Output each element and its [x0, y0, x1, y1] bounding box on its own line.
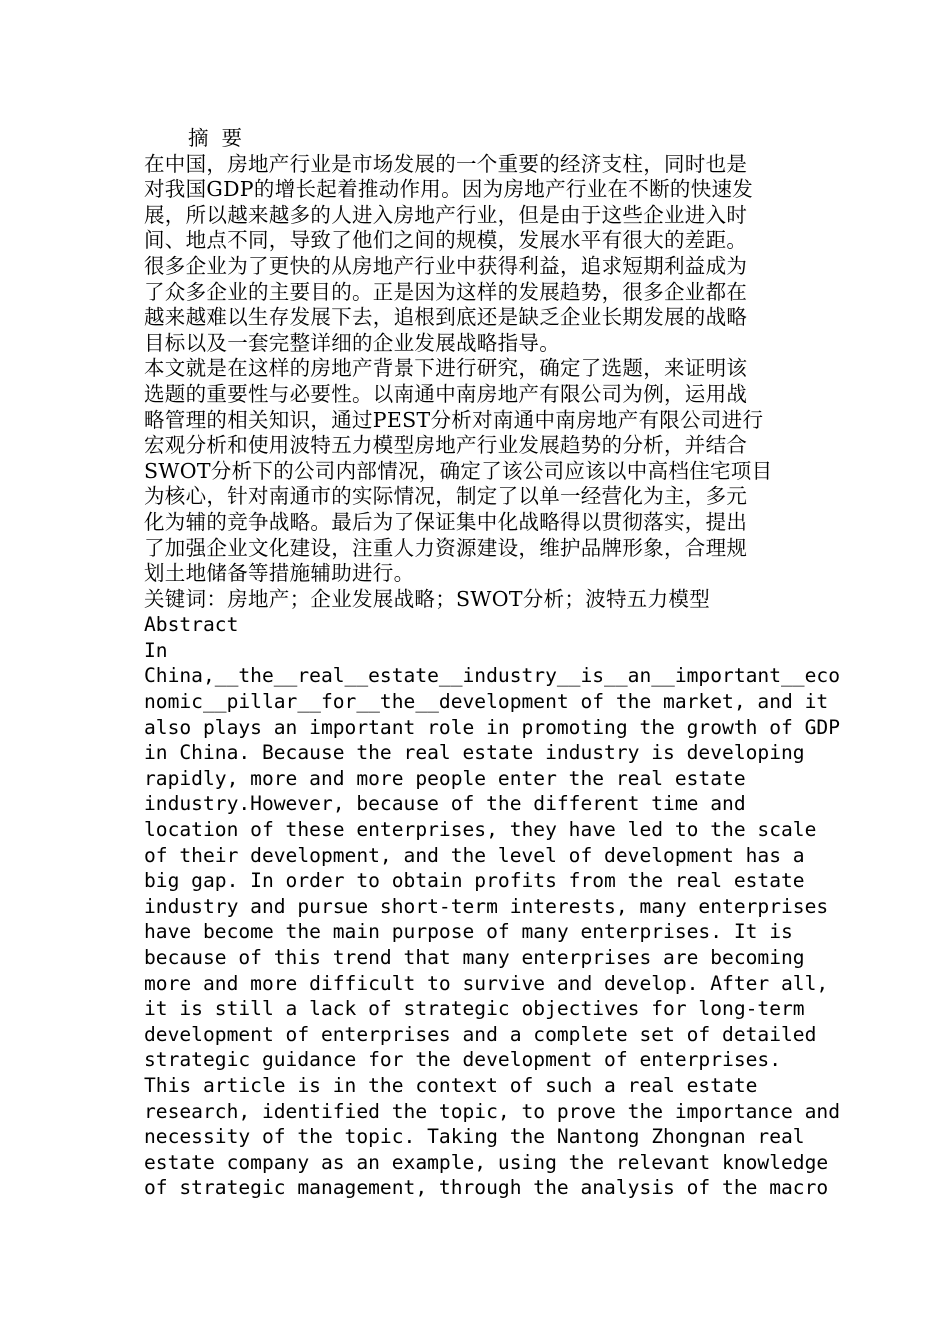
text-line: have become the main purpose of many enterprises. It is: [144, 920, 793, 944]
text-line: 本文就是在这样的房地产背景下进行研究，确定了选题，来证明该: [144, 356, 748, 381]
cn-paragraph-2: [144, 356, 806, 586]
text-line: 对我国GDP的增长起着推动作用。因为房地产行业在不断的快速发: [144, 177, 754, 202]
text-line: research, identified the topic, to prove the importance and: [144, 1099, 840, 1123]
text-line: development of enterprises and a complete set of detailed: [144, 1022, 817, 1046]
document-page: [144, 126, 840, 1201]
text-line: 越来越难以生存发展下去，追根到底还是缺乏企业长期发展的战略: [144, 305, 748, 330]
text-line: 很多企业为了更快的从房地产行业中获得利益，追求短期利益成为: [144, 253, 748, 278]
text-line: In: [144, 638, 168, 662]
en-paragraph-2: [144, 1073, 840, 1201]
text-line: industry and pursue short-term interests, many enterprises: [144, 894, 829, 918]
abstract-title-cn: 摘 要: [188, 126, 243, 150]
en-paragraph-1: [144, 638, 840, 1073]
text-line: 展，所以越来越多的人进入房地产行业，但是由于这些企业进入时: [144, 202, 748, 227]
text-line: 目标以及一套完整详细的企业发展战略指导。: [144, 330, 560, 355]
text-line: industry.However, because of the different time and: [144, 792, 746, 816]
text-line: also plays an important role in promoting the growth of GDP: [144, 715, 840, 739]
text-line: 为核心，针对南通市的实际情况，制定了以单一经营化为主，多元: [144, 484, 748, 509]
text-line: location of these enterprises, they have led to the scale: [144, 818, 817, 842]
text-line: in China. Because the real estate industry is developing: [144, 741, 805, 765]
text-line: 了加强企业文化建设，注重人力资源建设，维护品牌形象，合理规: [144, 535, 748, 560]
text-line: 了众多企业的主要目的。正是因为这样的发展趋势，很多企业都在: [144, 279, 748, 304]
text-line: 间、地点不同，导致了他们之间的规模，发展水平有很大的差距。: [144, 228, 748, 253]
text-line: strategic guidance for the development of enterprises.: [144, 1048, 782, 1072]
text-line: more and more difficult to survive and develop. After all,: [144, 971, 829, 995]
abstract-title-en: Abstract: [144, 613, 239, 637]
text-line: nomic__pillar__for__the__development of the market, and it: [144, 690, 829, 714]
cn-paragraph-1: [144, 152, 806, 357]
text-line: because of this trend that many enterprises are becoming: [144, 946, 805, 969]
text-line: it is still a lack of strategic objectives for long-term: [144, 997, 805, 1021]
text-line: This article is in the context of such a real estate: [144, 1073, 758, 1097]
keywords-cn: 关键词：房地产；企业发展战略；SWOT分析；波特五力模型: [144, 586, 710, 611]
text-line: 宏观分析和使用波特五力模型房地产行业发展趋势的分析，并结合: [144, 433, 748, 458]
text-line: 略管理的相关知识，通过PEST分析对南通中南房地产有限公司进行: [144, 407, 764, 432]
text-line: rapidly, more and more people enter the real estate: [144, 766, 746, 790]
text-line: 化为辅的竞争战略。最后为了保证集中化战略得以贯彻落实，提出: [144, 509, 748, 534]
text-line: estate company as an example, using the relevant knowledge: [144, 1150, 829, 1174]
text-line: 在中国，房地产行业是市场发展的一个重要的经济支柱，同时也是: [144, 151, 748, 176]
text-line: big gap. In order to obtain profits from the real estate: [144, 869, 805, 893]
text-line: China,__the__real__estate__industry__is__an__important__eco: [144, 664, 840, 688]
text-line: necessity of the topic. Taking the Nantong Zhongnan real: [144, 1125, 805, 1149]
text-line: of their development, and the level of development has a: [144, 843, 805, 867]
text-line: SWOT分析下的公司内部情况，确定了该公司应该以中高档住宅项目: [144, 458, 773, 483]
text-line: 划土地储备等措施辅助进行。: [144, 561, 415, 586]
text-line: of strategic management, through the analysis of the macro: [144, 1176, 829, 1200]
text-line: 选题的重要性与必要性。以南通中南房地产有限公司为例，运用战: [144, 381, 748, 406]
